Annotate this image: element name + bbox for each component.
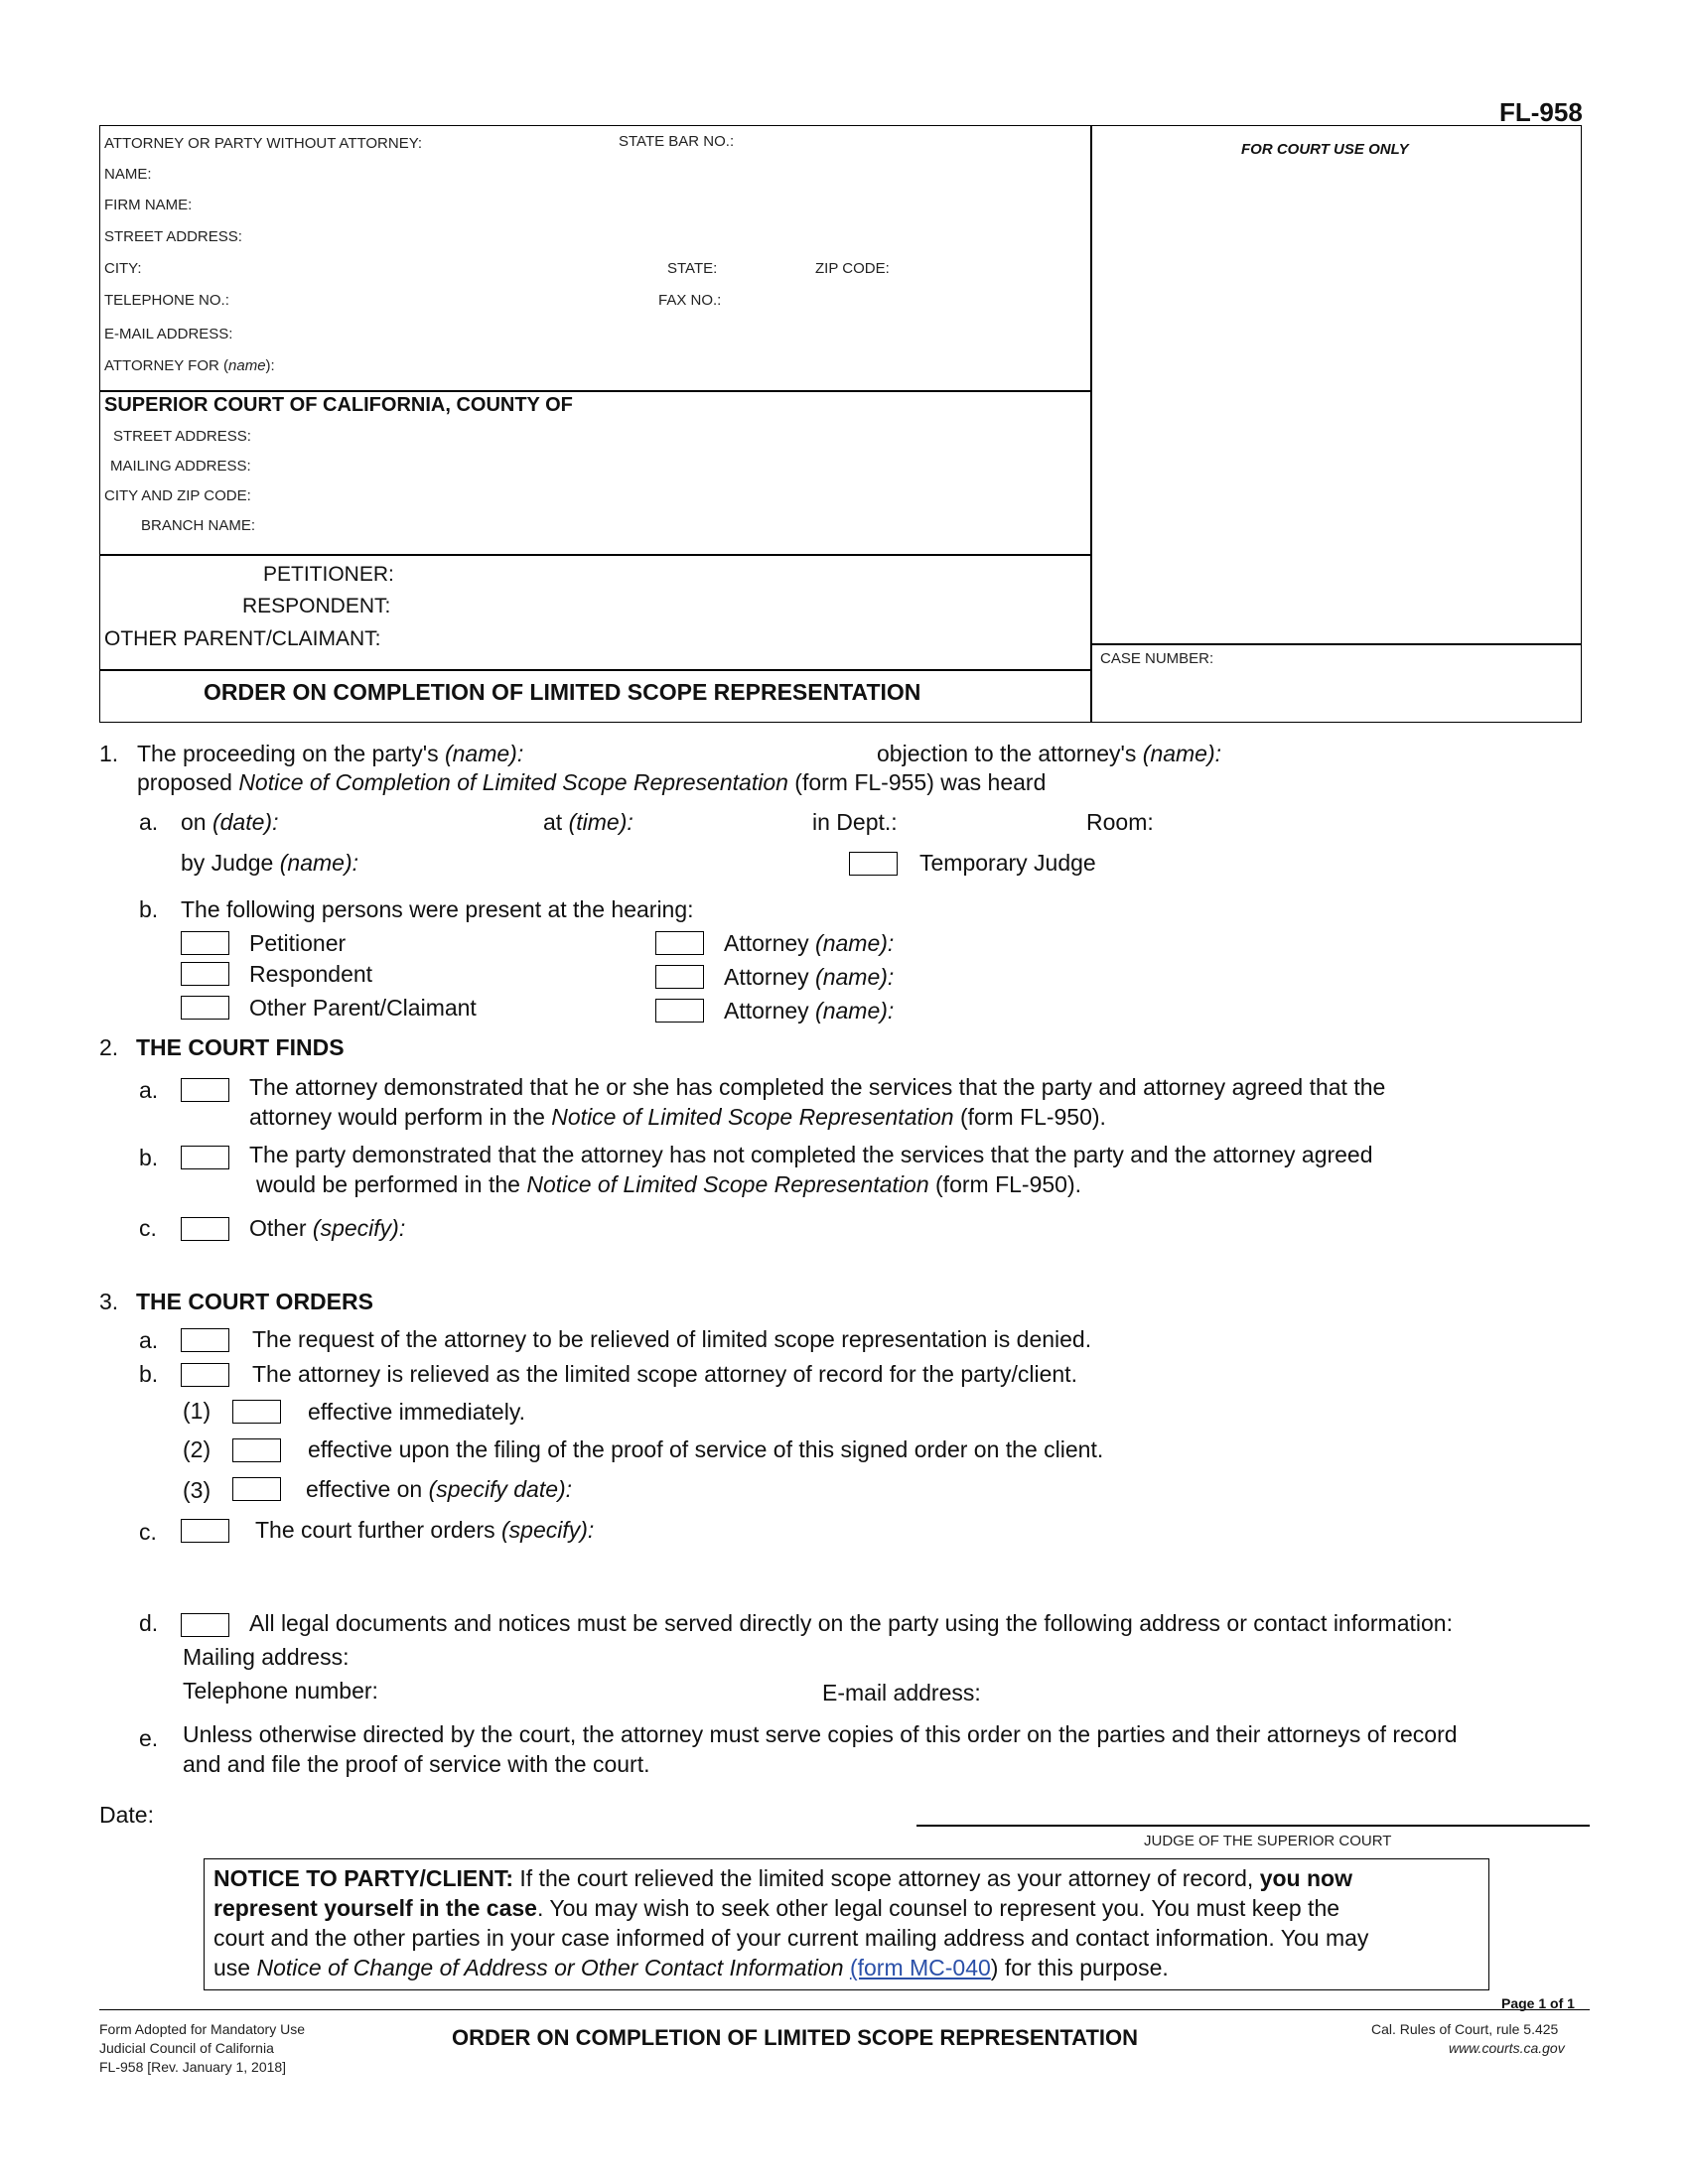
order-b3-label: effective on (specify date): — [306, 1476, 573, 1502]
firm-name-label: FIRM NAME: — [104, 197, 193, 213]
fax-label: FAX NO.: — [658, 292, 722, 309]
s2-c-letter: c. — [139, 1215, 157, 1241]
notice-line1: NOTICE TO PARTY/CLIENT: If the court relieved the limited scope attorney as your attorney of record, you now — [213, 1865, 1352, 1891]
hearing-room-label: Room: — [1086, 809, 1154, 835]
notice-line4: use Notice of Change of Address or Other Contact Information (form MC-040) for this purpose. — [213, 1955, 1169, 1980]
judge-signature-label: JUDGE OF THE SUPERIOR COURT — [1144, 1833, 1392, 1849]
court-street-label: STREET ADDRESS: — [113, 428, 251, 445]
order-b2-number: (2) — [183, 1436, 211, 1462]
s3-b-letter: b. — [139, 1361, 159, 1387]
form-mc040-link[interactable]: (form MC-040 — [849, 1955, 991, 1980]
other-parent-label: OTHER PARENT/CLAIMANT: — [104, 627, 381, 650]
footer-rule — [99, 2009, 1590, 2010]
finding-a-checkbox[interactable] — [181, 1078, 229, 1102]
divider-court-parties — [99, 554, 1091, 556]
mailing-address-label: Mailing address: — [183, 1644, 350, 1670]
email-address-label: E-mail address: — [822, 1680, 981, 1706]
state-label: STATE: — [667, 260, 718, 277]
temporary-judge-label: Temporary Judge — [919, 850, 1096, 876]
s2-number: 2. — [99, 1034, 119, 1060]
order-b-checkbox[interactable] — [181, 1363, 229, 1387]
order-b-label: The attorney is relieved as the limited scope attorney of record for the party/client. — [252, 1361, 1077, 1387]
divider-parties-title — [99, 669, 1091, 671]
court-use-label: FOR COURT USE ONLY — [1241, 141, 1409, 158]
other-parent-present-checkbox[interactable] — [181, 996, 229, 1020]
court-branch-label: BRANCH NAME: — [141, 517, 256, 534]
s2-a-letter: a. — [139, 1077, 159, 1103]
s3-d-letter: d. — [139, 1610, 159, 1636]
order-b3-number: (3) — [183, 1477, 211, 1503]
attorney1-present-checkbox[interactable] — [655, 931, 704, 955]
present-label: The following persons were present at the hearing: — [181, 896, 694, 922]
footer-revision: FL-958 [Rev. January 1, 2018] — [99, 2059, 287, 2075]
petitioner-present-checkbox[interactable] — [181, 931, 229, 955]
s3-e-letter: e. — [139, 1725, 159, 1751]
s1-number: 1. — [99, 741, 119, 766]
s3-a-letter: a. — [139, 1327, 159, 1353]
temporary-judge-checkbox[interactable] — [849, 852, 898, 876]
order-b1-checkbox[interactable] — [232, 1400, 281, 1424]
notice-line2: represent yourself in the case. You may wish to seek other legal counsel to represent you. You must keep the — [213, 1895, 1340, 1921]
attorney1-present-label: Attorney (name): — [724, 930, 895, 956]
hearing-dept-label: in Dept.: — [812, 809, 898, 835]
footer-rule-citation: Cal. Rules of Court, rule 5.425 — [1371, 2021, 1559, 2037]
finding-a-line2: attorney would perform in the Notice of Limited Scope Representation (form FL-950). — [249, 1104, 1106, 1130]
order-a-checkbox[interactable] — [181, 1328, 229, 1352]
divider-case-number — [1090, 643, 1582, 645]
s1-line2: proposed Notice of Completion of Limited Scope Representation (form FL-955) was heard — [137, 769, 1047, 795]
finding-a-line1: The attorney demonstrated that he or she has completed the services that the party and attorney agreed that the — [249, 1074, 1386, 1100]
form-title: ORDER ON COMPLETION OF LIMITED SCOPE REPRESENTATION — [204, 679, 921, 705]
attorney-for-label: ATTORNEY FOR (name): — [104, 357, 275, 374]
order-e-line2: and and file the proof of service with the court. — [183, 1751, 650, 1777]
case-number-label: CASE NUMBER: — [1100, 650, 1214, 667]
caption-divider — [1090, 125, 1092, 723]
order-b1-number: (1) — [183, 1398, 211, 1424]
court-mailing-label: MAILING ADDRESS: — [110, 458, 251, 475]
finding-c-checkbox[interactable] — [181, 1217, 229, 1241]
date-label: Date: — [99, 1802, 154, 1828]
finding-b-line1: The party demonstrated that the attorney has not completed the services that the party and the attorney agreed — [249, 1142, 1373, 1167]
s2-b-letter: b. — [139, 1145, 159, 1170]
finding-b-line2: would be performed in the Notice of Limited Scope Representation (form FL-950). — [256, 1171, 1081, 1197]
court-cityzip-label: CITY AND ZIP CODE: — [104, 487, 251, 504]
order-b2-label: effective upon the filing of the proof of service of this signed order on the client. — [308, 1436, 1104, 1462]
attorney3-present-label: Attorney (name): — [724, 998, 895, 1024]
footer-adopted: Form Adopted for Mandatory Use — [99, 2021, 305, 2037]
footer-council: Judicial Council of California — [99, 2040, 274, 2056]
respondent-present-label: Respondent — [249, 961, 373, 987]
s3-heading: THE COURT ORDERS — [136, 1289, 373, 1314]
telephone-label: TELEPHONE NO.: — [104, 292, 229, 309]
s3-number: 3. — [99, 1289, 119, 1314]
page-number: Page 1 of 1 — [1501, 1995, 1575, 2011]
zip-code-label: ZIP CODE: — [815, 260, 890, 277]
s1-b-letter: b. — [139, 896, 159, 922]
respondent-label: RESPONDENT: — [242, 595, 391, 617]
s2-heading: THE COURT FINDS — [136, 1034, 345, 1060]
finding-b-checkbox[interactable] — [181, 1146, 229, 1169]
order-a-label: The request of the attorney to be relieved of limited scope representation is denied. — [252, 1326, 1092, 1352]
attorney2-present-label: Attorney (name): — [724, 964, 895, 990]
order-d-checkbox[interactable] — [181, 1613, 229, 1637]
s1-a-letter: a. — [139, 809, 159, 835]
order-c-checkbox[interactable] — [181, 1519, 229, 1543]
email-label: E-MAIL ADDRESS: — [104, 326, 233, 342]
s1-line1: The proceeding on the party's (name): — [137, 741, 524, 766]
telephone-number-label: Telephone number: — [183, 1678, 378, 1704]
notice-line3: court and the other parties in your case informed of your current mailing address and contact information. You may — [213, 1925, 1369, 1951]
attorney-header-label: ATTORNEY OR PARTY WITHOUT ATTORNEY: — [104, 135, 423, 152]
street-address-label: STREET ADDRESS: — [104, 228, 242, 245]
divider-attorney-court — [99, 390, 1091, 392]
city-label: CITY: — [104, 260, 142, 277]
order-b3-checkbox[interactable] — [232, 1477, 281, 1501]
s1-objection: objection to the attorney's (name): — [877, 741, 1222, 766]
attorney2-present-checkbox[interactable] — [655, 965, 704, 989]
footer-website[interactable]: www.courts.ca.gov — [1449, 2040, 1565, 2056]
s3-c-letter: c. — [139, 1519, 157, 1545]
state-bar-label: STATE BAR NO.: — [619, 133, 735, 150]
petitioner-label: PETITIONER: — [263, 563, 394, 586]
court-title: SUPERIOR COURT OF CALIFORNIA, COUNTY OF — [104, 394, 573, 416]
order-c-label: The court further orders (specify): — [255, 1517, 595, 1543]
judge-signature-line[interactable] — [916, 1825, 1590, 1827]
attorney3-present-checkbox[interactable] — [655, 999, 704, 1023]
order-e-line1: Unless otherwise directed by the court, the attorney must serve copies of this order on the parties and their attorneys of record — [183, 1721, 1458, 1747]
hearing-date-label: on (date): — [181, 809, 279, 835]
form-number: FL-958 — [1499, 97, 1583, 127]
petitioner-present-label: Petitioner — [249, 930, 347, 956]
judge-label: by Judge (name): — [181, 850, 358, 876]
order-b2-checkbox[interactable] — [232, 1438, 281, 1462]
name-label: NAME: — [104, 166, 152, 183]
hearing-time-label: at (time): — [543, 809, 633, 835]
footer-title: ORDER ON COMPLETION OF LIMITED SCOPE REPRESENTATION — [452, 2025, 1138, 2050]
order-d-label: All legal documents and notices must be served directly on the party using the following address or contact information: — [249, 1610, 1453, 1636]
other-parent-present-label: Other Parent/Claimant — [249, 995, 477, 1021]
finding-c-label: Other (specify): — [249, 1215, 406, 1241]
respondent-present-checkbox[interactable] — [181, 962, 229, 986]
order-b1-label: effective immediately. — [308, 1399, 526, 1425]
